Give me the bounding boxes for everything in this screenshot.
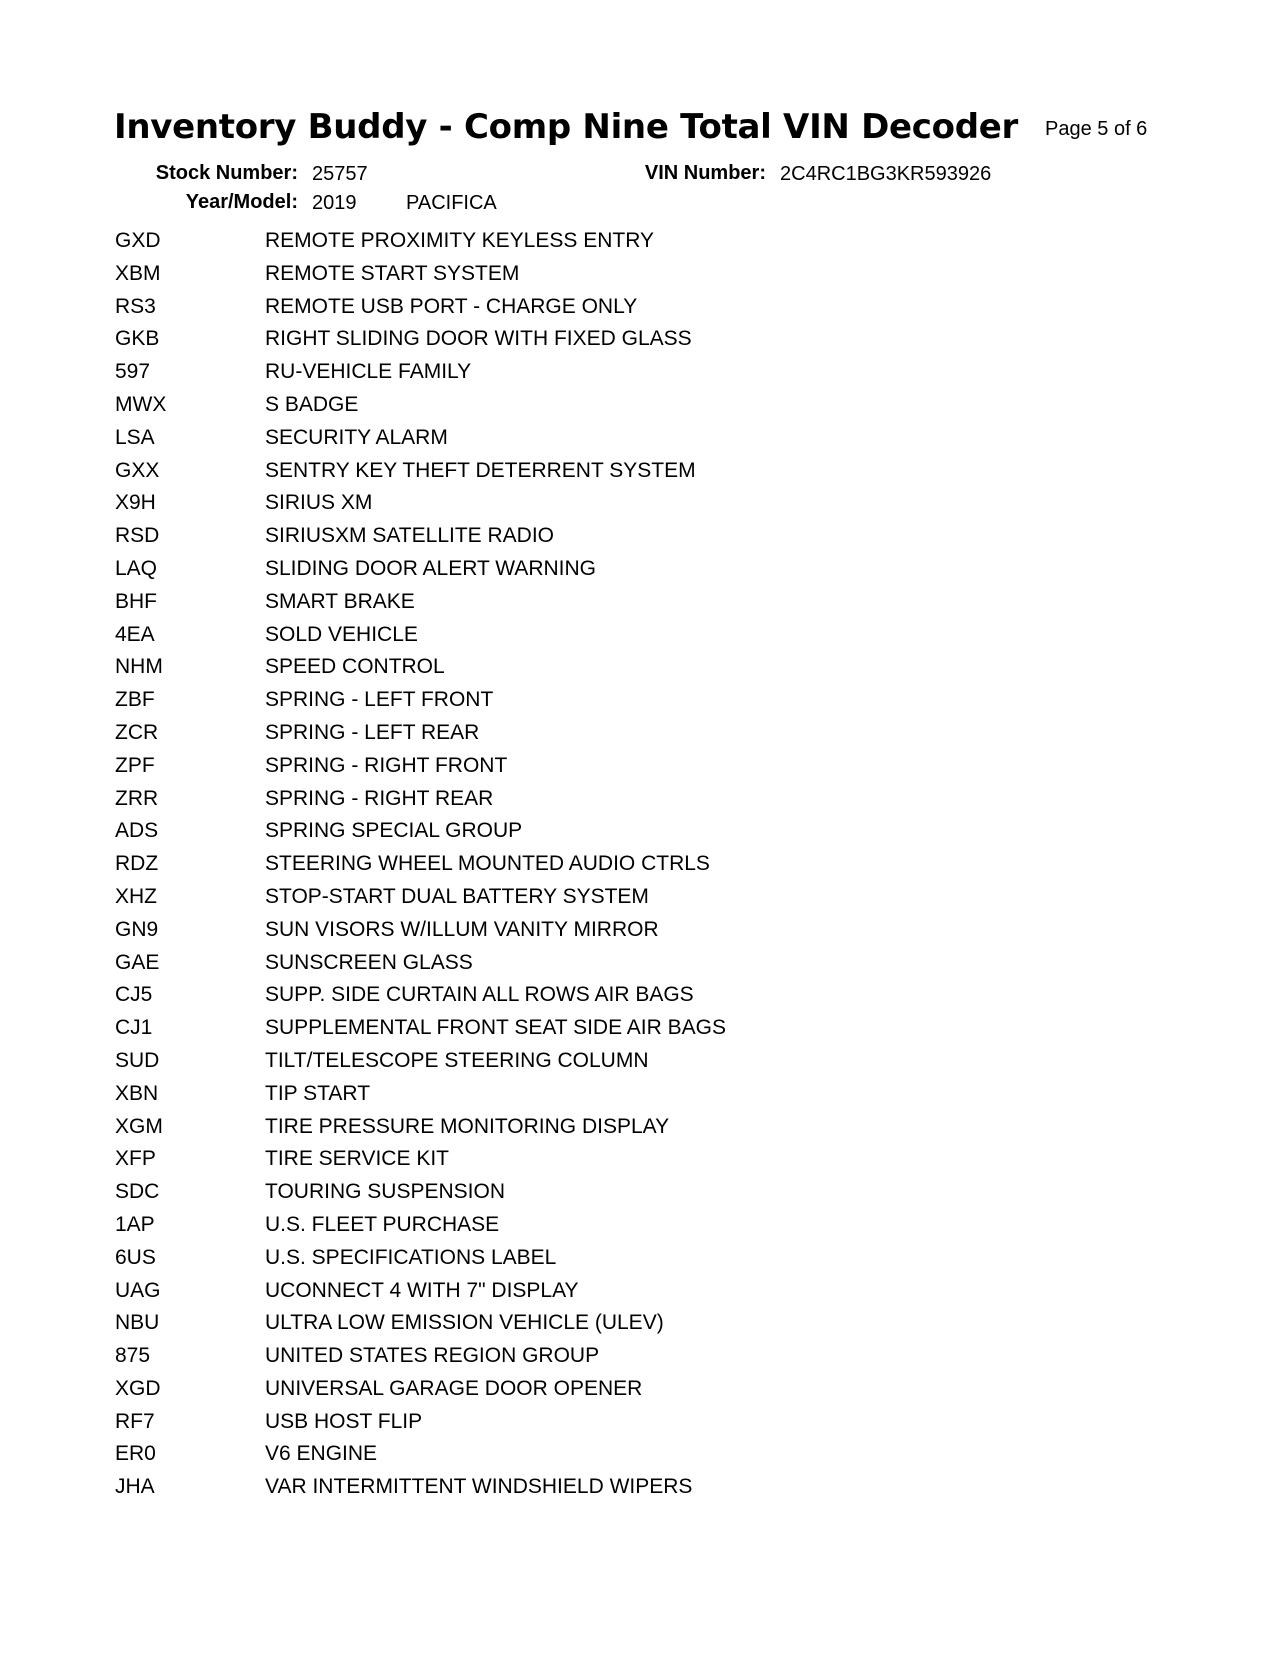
option-code: RS3 [115, 294, 156, 318]
option-code: 6US [115, 1245, 156, 1269]
list-item [115, 1049, 726, 1082]
option-code: ADS [115, 819, 159, 843]
stock-number-value: 25757 [312, 163, 368, 185]
option-code: GN9 [115, 917, 159, 941]
option-description: RIGHT SLIDING DOOR WITH FIXED GLASS [265, 327, 692, 351]
option-description: RU-VEHICLE FAMILY [265, 360, 472, 384]
model-value: PACIFICA [406, 192, 497, 214]
option-code: ZRR [115, 786, 159, 810]
list-item [115, 1082, 726, 1115]
list-item [115, 1344, 726, 1377]
option-description: V6 ENGINE [265, 1442, 378, 1466]
option-description: STOP-START DUAL BATTERY SYSTEM [265, 884, 649, 908]
option-code: RDZ [115, 852, 159, 876]
option-code: XBM [115, 261, 161, 285]
option-code: SUD [115, 1048, 160, 1072]
option-description: TIRE SERVICE KIT [265, 1147, 449, 1171]
option-code: GKB [115, 327, 160, 351]
year-value: 2019 [312, 192, 357, 214]
list-item [115, 360, 726, 393]
option-description: REMOTE START SYSTEM [265, 261, 520, 285]
option-description: SIRIUS XM [265, 491, 373, 515]
option-code: MWX [115, 392, 167, 416]
option-description: UCONNECT 4 WITH 7" DISPLAY [265, 1278, 579, 1302]
option-code: 875 [115, 1344, 151, 1368]
option-code: GXX [115, 458, 160, 482]
list-item [115, 885, 726, 918]
page-number: Page 5 of 6 [1045, 118, 1148, 140]
list-item [115, 1311, 726, 1344]
list-item [115, 459, 726, 492]
list-item [115, 262, 726, 295]
option-code: 1AP [115, 1212, 155, 1236]
option-description: SUPP. SIDE CURTAIN ALL ROWS AIR BAGS [265, 983, 694, 1007]
list-item [115, 1016, 726, 1049]
option-description: SPRING - LEFT REAR [265, 720, 480, 744]
list-item [115, 295, 726, 328]
list-item [115, 623, 726, 656]
option-description: SPRING - RIGHT FRONT [265, 753, 508, 777]
option-description: SPRING - RIGHT REAR [265, 786, 494, 810]
option-description: REMOTE PROXIMITY KEYLESS ENTRY [265, 229, 654, 252]
option-description: SPEED CONTROL [265, 655, 445, 679]
option-code: XBN [115, 1081, 159, 1105]
option-description: SUN VISORS W/ILLUM VANITY MIRROR [265, 917, 659, 941]
list-item [115, 1442, 726, 1475]
option-code: LAQ [115, 556, 158, 580]
option-code: BHF [115, 589, 157, 613]
list-item [115, 426, 726, 459]
list-item [115, 327, 726, 360]
option-description: SPRING SPECIAL GROUP [265, 819, 523, 843]
list-item [115, 1115, 726, 1148]
option-description: SENTRY KEY THEFT DETERRENT SYSTEM [265, 458, 696, 482]
option-code: ZCR [115, 720, 159, 744]
option-description: VAR INTERMITTENT WINDSHIELD WIPERS [265, 1475, 693, 1499]
option-code: 4EA [115, 622, 155, 646]
stock-number-label: Stock Number: [155, 162, 298, 184]
option-description: SMART BRAKE [265, 589, 415, 613]
vin-number-value: 2C4RC1BG3KR593926 [780, 163, 992, 185]
option-code: GXD [115, 229, 161, 252]
list-item [115, 918, 726, 951]
option-code: RF7 [115, 1409, 155, 1433]
list-item [115, 557, 726, 590]
list-item [115, 852, 726, 885]
option-code: JHA [115, 1475, 155, 1499]
document-title: Inventory Buddy - Comp Nine Total VIN Decoder [114, 107, 1018, 147]
option-code: X9H [115, 491, 156, 515]
option-description: SIRIUSXM SATELLITE RADIO [265, 524, 555, 548]
option-description: U.S. FLEET PURCHASE [265, 1212, 500, 1236]
option-code: ZPF [115, 753, 155, 777]
option-description: UNIVERSAL GARAGE DOOR OPENER [265, 1376, 643, 1400]
option-description: SOLD VEHICLE [265, 622, 418, 646]
list-item [115, 787, 726, 820]
list-item [115, 951, 726, 984]
list-item [115, 819, 726, 852]
option-description: TILT/TELESCOPE STEERING COLUMN [265, 1048, 649, 1072]
option-description: UNITED STATES REGION GROUP [265, 1344, 600, 1368]
option-description: REMOTE USB PORT - CHARGE ONLY [265, 294, 638, 318]
option-description: SUPPLEMENTAL FRONT SEAT SIDE AIR BAGS [265, 1016, 726, 1040]
option-description: ULTRA LOW EMISSION VEHICLE (ULEV) [265, 1311, 664, 1335]
option-description: USB HOST FLIP [265, 1409, 423, 1433]
option-description: S BADGE [265, 392, 359, 416]
list-item [115, 524, 726, 557]
year-model-label: Year/Model: [185, 191, 298, 213]
list-item [115, 754, 726, 787]
option-description: SLIDING DOOR ALERT WARNING [265, 556, 597, 580]
option-code: NHM [115, 655, 163, 679]
option-code: LSA [115, 425, 155, 449]
list-item [115, 655, 726, 688]
option-description: TIRE PRESSURE MONITORING DISPLAY [265, 1114, 670, 1138]
option-description: U.S. SPECIFICATIONS LABEL [265, 1245, 557, 1269]
option-code: ZBF [115, 688, 155, 712]
list-item [115, 983, 726, 1016]
option-code: XHZ [115, 884, 157, 908]
option-code: GAE [115, 950, 160, 974]
option-code: RSD [115, 524, 160, 548]
option-code: XFP [115, 1147, 156, 1171]
vin-number-label: VIN Number: [644, 162, 766, 184]
list-item [115, 721, 726, 754]
option-code: CJ5 [115, 983, 153, 1007]
option-code: CJ1 [115, 1016, 153, 1040]
option-code: SDC [115, 1180, 160, 1204]
list-item [115, 1213, 726, 1246]
option-code: 597 [115, 360, 151, 384]
list-item [115, 491, 726, 524]
list-item [115, 1180, 726, 1213]
option-description: STEERING WHEEL MOUNTED AUDIO CTRLS [265, 852, 710, 876]
option-description: TOURING SUSPENSION [265, 1180, 505, 1204]
list-item [115, 1246, 726, 1279]
option-code: NBU [115, 1311, 160, 1335]
option-code-list [115, 229, 726, 1508]
list-item [115, 590, 726, 623]
option-code: ER0 [115, 1442, 156, 1466]
option-description: SUNSCREEN GLASS [265, 950, 473, 974]
option-description: TIP START [265, 1081, 371, 1105]
option-code: XGD [115, 1376, 161, 1400]
option-code: UAG [115, 1278, 161, 1302]
option-description: SECURITY ALARM [265, 425, 448, 449]
list-item [115, 1377, 726, 1410]
list-item [115, 688, 726, 721]
list-item [115, 1475, 726, 1508]
list-item [115, 393, 726, 426]
list-item [115, 1147, 726, 1180]
option-description: SPRING - LEFT FRONT [265, 688, 494, 712]
option-code: XGM [115, 1114, 163, 1138]
list-item [115, 229, 726, 262]
list-item [115, 1410, 726, 1443]
list-item [115, 1279, 726, 1312]
